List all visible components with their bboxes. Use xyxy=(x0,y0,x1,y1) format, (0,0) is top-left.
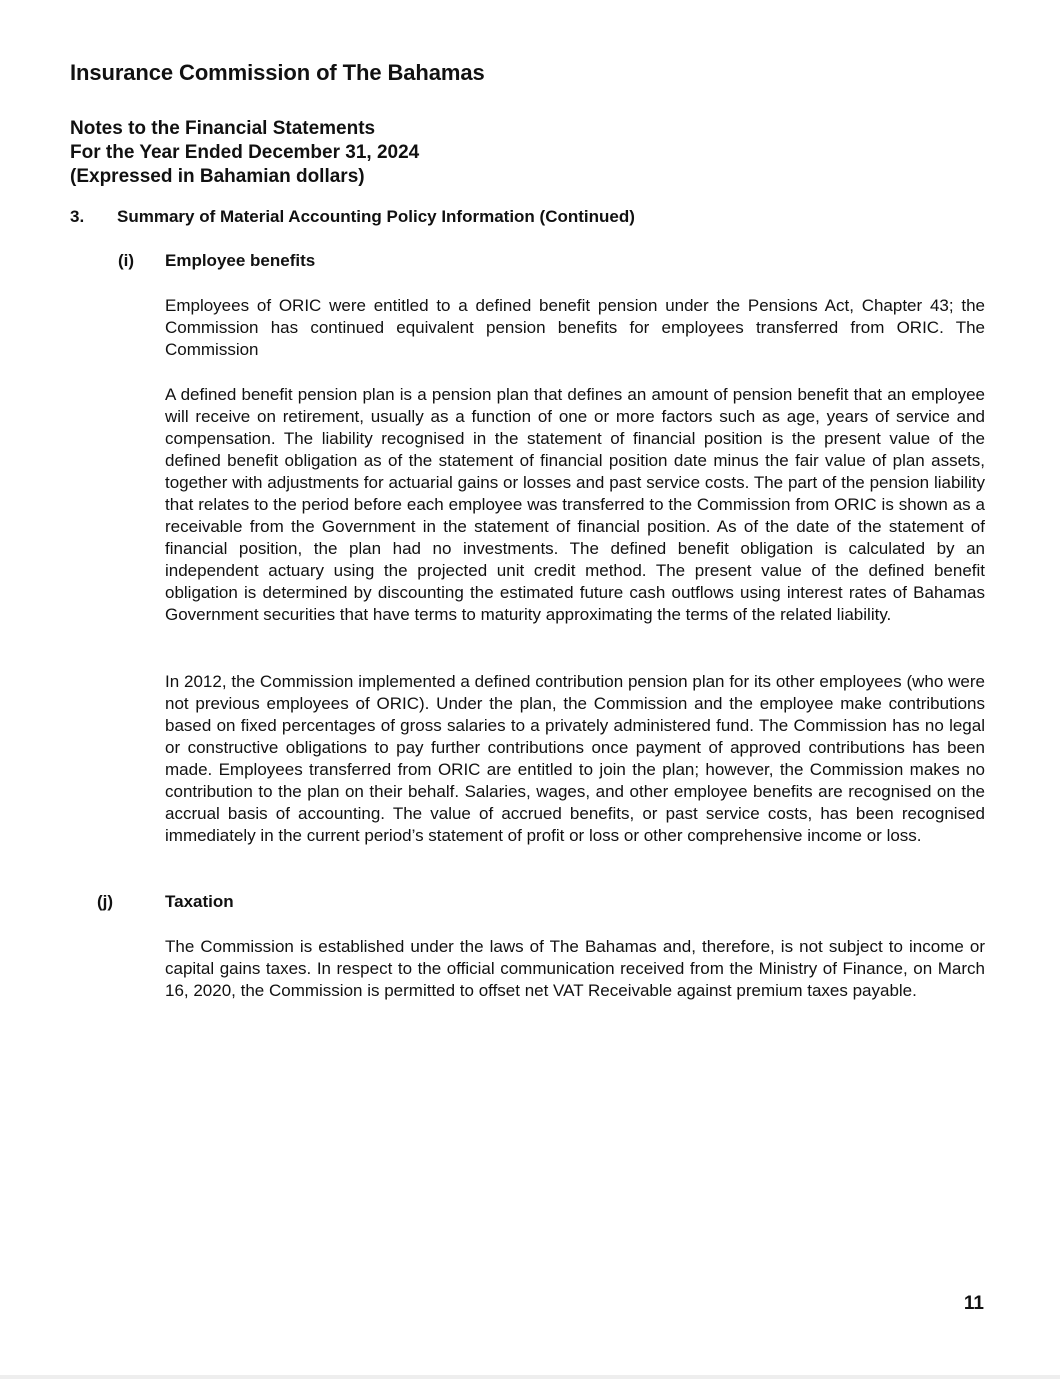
period-line: For the Year Ended December 31, 2024 xyxy=(70,142,420,163)
taxation-marker: (j) xyxy=(97,892,114,911)
statement-header xyxy=(70,117,419,189)
employee-benefits-title: Employee benefits xyxy=(165,251,316,270)
page-bottom-edge xyxy=(0,1375,1060,1379)
employee-benefits-marker: (i) xyxy=(118,251,135,270)
taxation-title: Taxation xyxy=(165,892,234,911)
section-number: 3. xyxy=(70,207,85,226)
employee-benefits-paragraph: A defined benefit pension plan is a pension plan that defines an amount of pension benefit that an employee will receive on retirement, usually as a function of one or more factors such as age, years of service and compensation. The liability recognised in the statement of financial position is the present value of the defined benefit obligation as of the statement of financial position date minus the fair value of plan assets, together with adjustments for actuarial gains or losses and past service costs. The part of the pension liability that relates to the period before each employee was transferred to the Commission from ORIC is shown as a receivable from the Government in the statement of financial position. As of the date of the statement of financial position, the plan had no investments. The defined benefit obligation is calculated by an independent actuary using the projected unit credit method. The present value of the defined benefit obligation is determined by discounting the estimated future cash outflows using interest rates of Bahamas Government securities that have terms to maturity approximating the terms of the related liability. xyxy=(165,385,985,624)
notes-title: Notes to the Financial Statements xyxy=(70,118,376,139)
organization-title: Insurance Commission of The Bahamas xyxy=(70,60,485,85)
employee-benefits-paragraph: In 2012, the Commission implemented a defined contribution pension plan for its other employees (who were not previous employees of ORIC). Under the plan, the Commission and the employee make contributions based on fixed percentages of gross salaries to a privately administered fund. The Commission has no legal or constructive obligations to pay further contributions once payment of approved contributions has been made. Employees transferred from ORIC are entitled to join the plan; however, the Commission makes no contribution to the plan on their behalf. Salaries, wages, and other employee benefits are recognised on the accrual basis of accounting. The value of accrued benefits, or past service costs, has been recognised immediately in the current period’s statement of profit or loss or other comprehensive income or loss. xyxy=(165,672,985,845)
section-title: Summary of Material Accounting Policy Information (Continued) xyxy=(117,207,635,226)
section-heading xyxy=(70,207,635,227)
employee-benefits-paragraph: Employees of ORIC were entitled to a defined benefit pension under the Pensions Act, Chapter 43; the Commission has continued equivalent pension benefits for employees transferred from ORIC. The Commission xyxy=(165,296,985,359)
page-number: 11 xyxy=(963,1293,984,1314)
taxation-paragraph: The Commission is established under the laws of The Bahamas and, therefore, is not subject to income or capital gains taxes. In respect to the official communication received from the Ministry of Finance, on March 16, 2020, the Commission is permitted to offset net VAT Receivable against premium taxes payable. xyxy=(165,937,985,1000)
currency-line: (Expressed in Bahamian dollars) xyxy=(70,166,365,187)
